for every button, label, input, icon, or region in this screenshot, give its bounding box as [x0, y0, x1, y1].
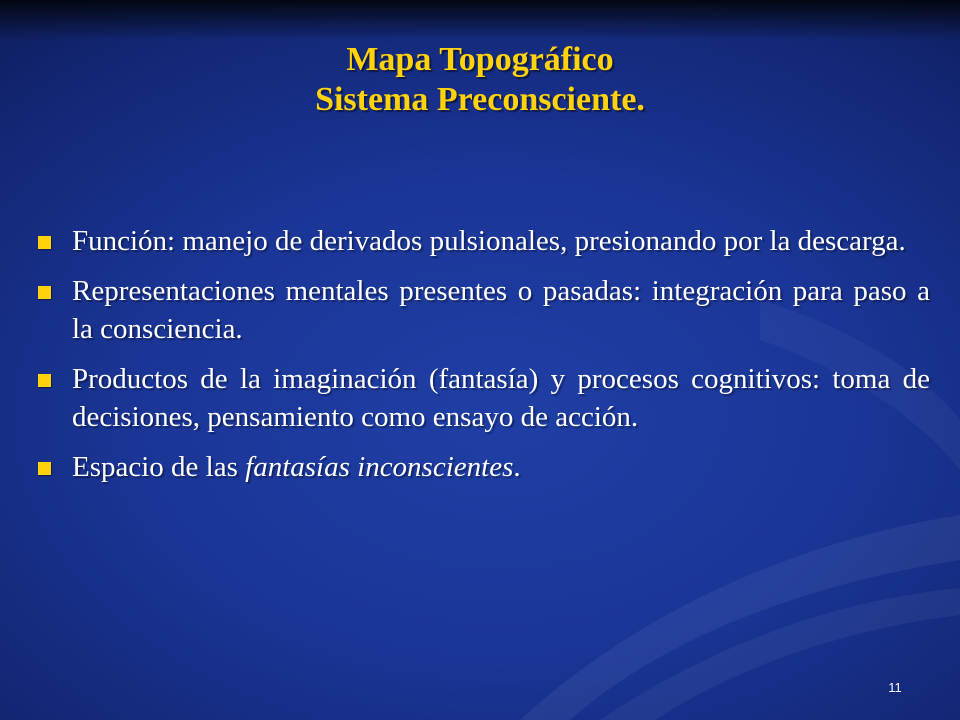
- bullet-item: [36, 272, 930, 348]
- page-number: 11: [888, 680, 902, 695]
- bullet-list: [36, 222, 930, 498]
- square-bullet-icon: [38, 236, 51, 249]
- title-line-2: Sistema Preconsciente.: [315, 81, 645, 118]
- square-bullet-icon: [38, 286, 51, 299]
- bullet-text: Productos de la imaginación (fantasía) y procesos cognitivos: toma de decisiones, pensamiento como ensayo de acción.: [72, 363, 930, 433]
- slide-title: [0, 40, 960, 120]
- square-bullet-icon: [38, 462, 51, 475]
- square-bullet-icon: [38, 374, 51, 387]
- bullet-item: [36, 360, 930, 436]
- bullet-text-before: Espacio de las: [72, 451, 246, 483]
- title-line-1: Mapa Topográfico: [346, 41, 614, 78]
- bullet-text: Función: manejo de derivados pulsionales, presionando por la descarga.: [72, 225, 906, 257]
- bullet-item: [36, 222, 930, 260]
- bullet-item: [36, 448, 930, 486]
- bullet-text: Representaciones mentales presentes o pasadas: integración para paso a la consciencia.: [72, 275, 930, 345]
- bullet-text-after: .: [513, 451, 521, 483]
- bullet-text-italic: fantasías inconscientes: [245, 451, 514, 483]
